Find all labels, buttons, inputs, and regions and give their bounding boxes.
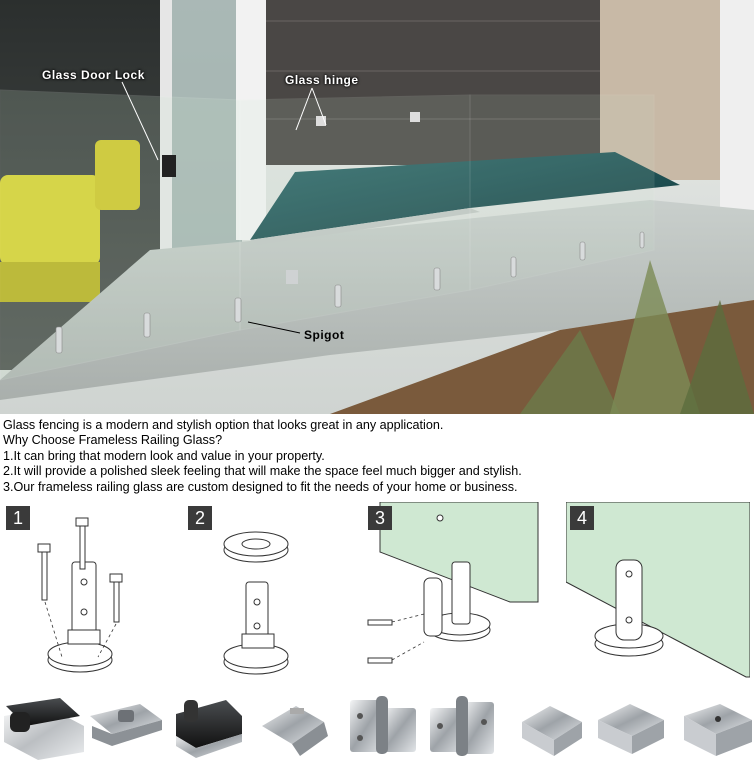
step-4 bbox=[566, 502, 750, 682]
chrome-latch-product bbox=[90, 704, 162, 746]
product-gallery bbox=[0, 686, 754, 762]
spigot-label: Spigot bbox=[304, 328, 345, 342]
black-latch-product bbox=[4, 698, 84, 760]
corner-clamp-product-2 bbox=[598, 704, 664, 754]
description-point-2: 2.It will provide a polished sleek feeling that will make the space feel much bigger and stylish. bbox=[3, 464, 522, 479]
glass-to-wall-hinge-product bbox=[262, 706, 328, 756]
step-3-badge: 3 bbox=[368, 506, 392, 530]
step-2 bbox=[186, 502, 356, 682]
installation-steps bbox=[0, 502, 754, 682]
chrome-hinge-product-1 bbox=[350, 696, 416, 754]
spigot-bolts-diagram bbox=[0, 502, 180, 682]
square-clamp-product bbox=[684, 704, 752, 756]
step-4-badge: 4 bbox=[570, 506, 594, 530]
black-lock-product bbox=[176, 700, 242, 758]
step-3 bbox=[360, 502, 550, 682]
corner-clamp-product-1 bbox=[522, 706, 582, 756]
chrome-hinge-product-2 bbox=[430, 696, 494, 756]
door-lock-label: Glass Door Lock bbox=[42, 68, 145, 82]
hardware-thumbnails bbox=[0, 686, 754, 762]
step-1-badge: 1 bbox=[6, 506, 30, 530]
description-question: Why Choose Frameless Railing Glass? bbox=[3, 433, 223, 448]
door-lock-hardware bbox=[162, 155, 176, 177]
description-block bbox=[3, 418, 751, 495]
step-2-badge: 2 bbox=[188, 506, 212, 530]
description-intro: Glass fencing is a modern and stylish option that looks great in any application. bbox=[3, 418, 444, 432]
description-point-3: 3.Our frameless railing glass are custom designed to fit the needs of your home or business. bbox=[3, 479, 518, 494]
step-1 bbox=[0, 502, 180, 682]
description-point-1: 1.It can bring that modern look and value in your property. bbox=[3, 448, 325, 463]
cover-plate-diagram bbox=[186, 502, 356, 682]
hinge-label: Glass hinge bbox=[285, 73, 359, 87]
